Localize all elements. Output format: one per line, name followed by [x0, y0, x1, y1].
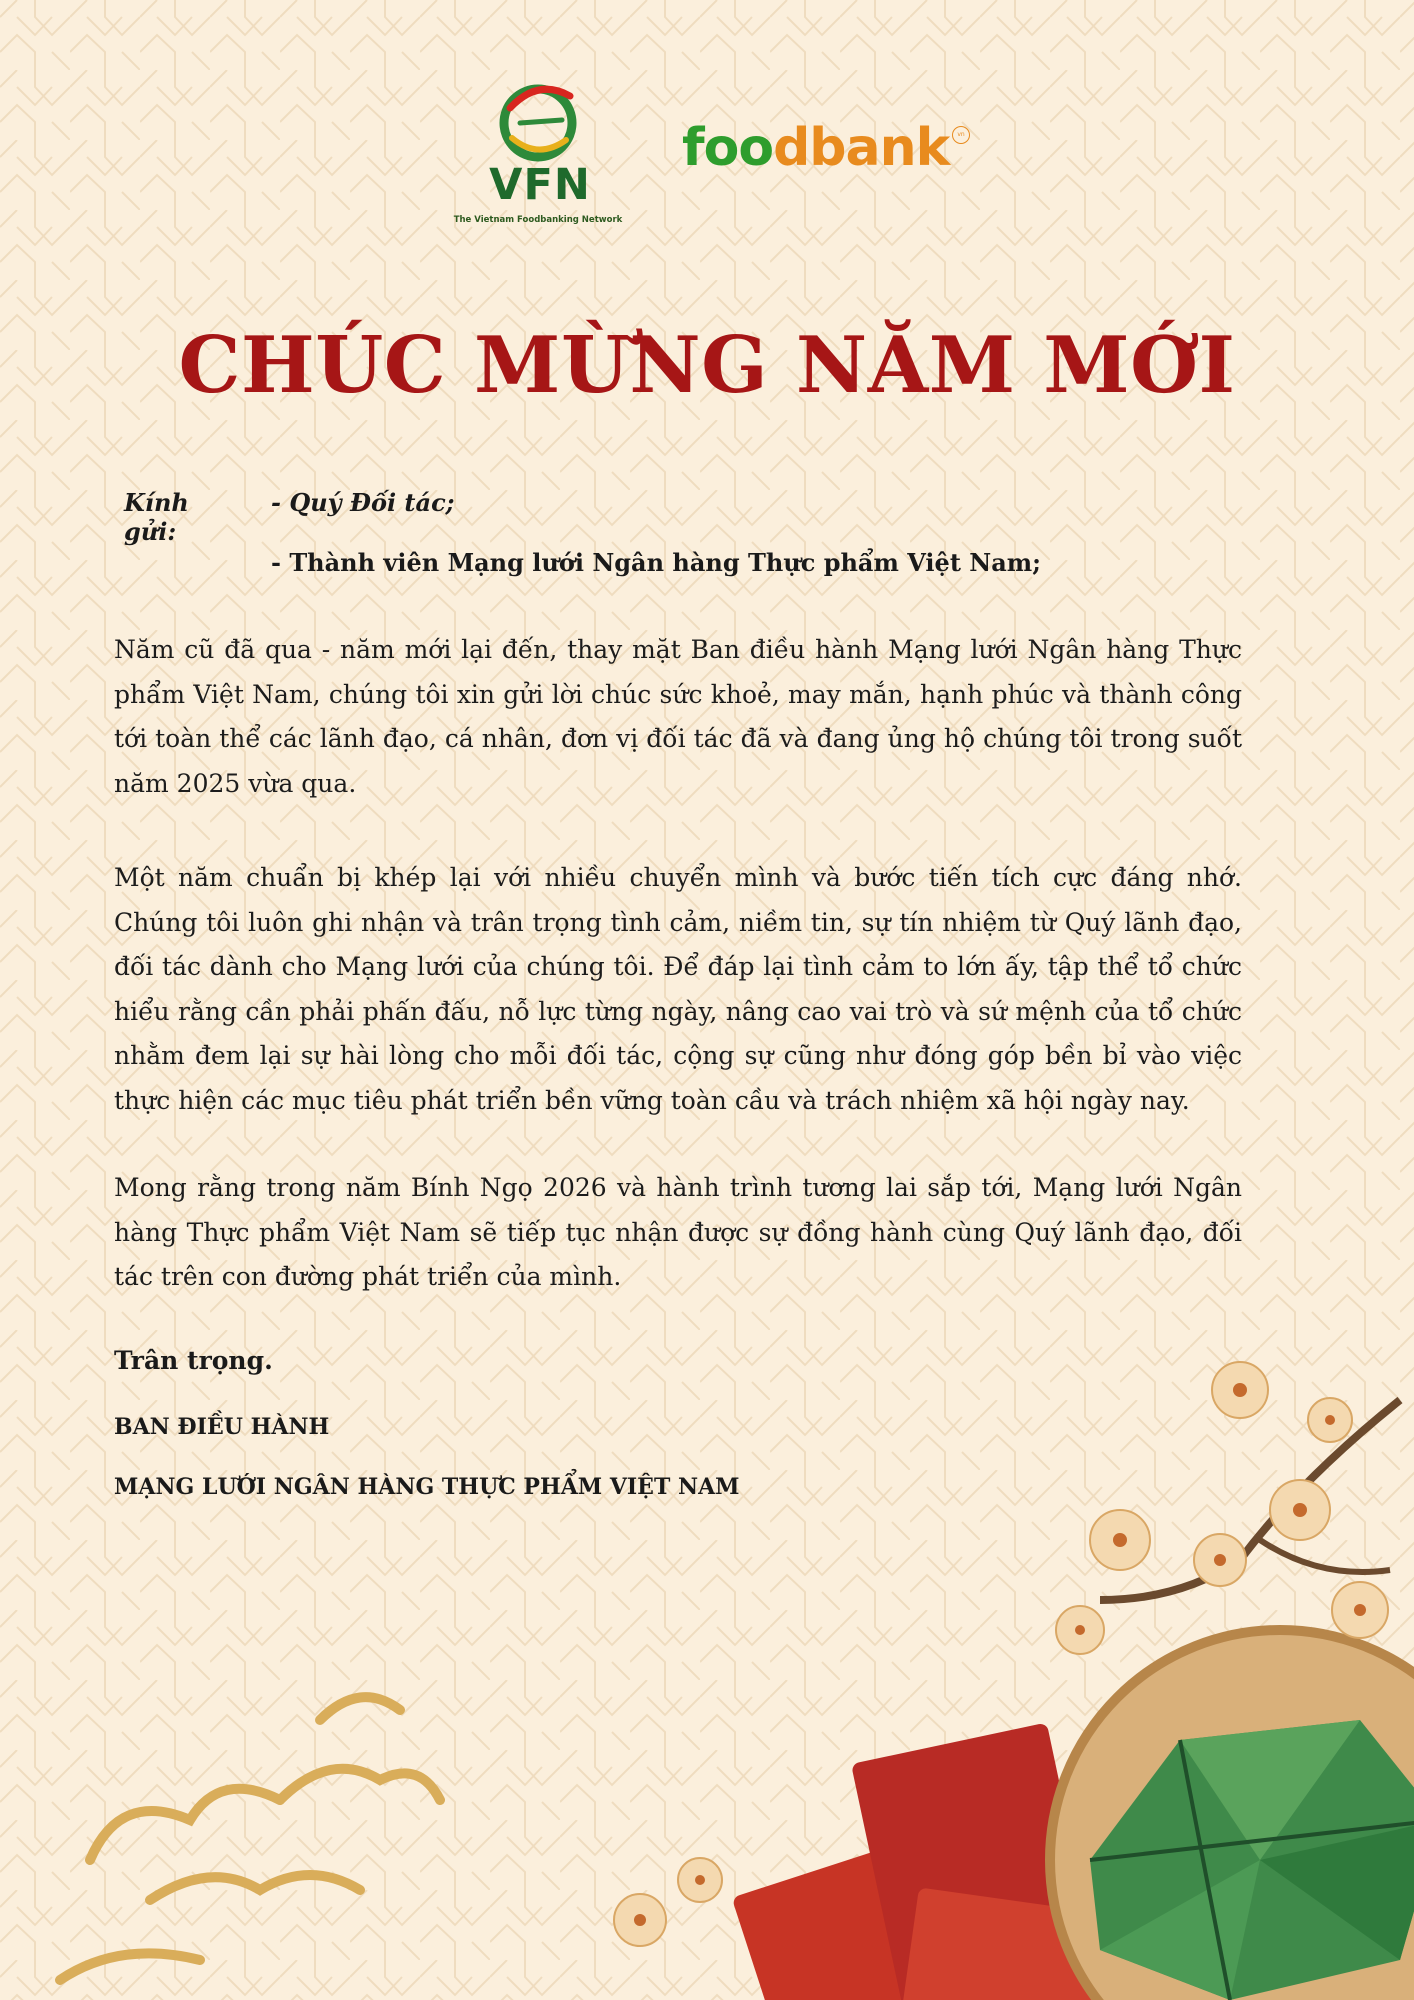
vfn-tagline: The Vietnam Foodbanking Network — [453, 215, 623, 225]
tet-decoration — [0, 1300, 1414, 2000]
signature-line-2: MẠNG LƯỚI NGÂN HÀNG THỰC PHẨM VIỆT NAM — [114, 1474, 740, 1500]
vfn-logo-text: VFN — [489, 160, 591, 210]
paragraph-2: Một năm chuẩn bị khép lại với nhiều chuyển mình và bước tiến tích cực đáng nhớ. Chúng tôi luôn ghi nhận và trân trọng tình cảm, niềm tin, sự tín nhiệm từ Quý lãnh đạo, đối tác dành cho Mạng lưới của chúng tôi. Để đáp lại tình cảm to lớn ấy, tập thể tổ chức hiểu rằng cần phải phấn đấu, nỗ lực từng ngày, nâng cao vai trò và sứ mệnh của tổ chức nhằm đem lại sự hài lòng cho mỗi đối tác, cộng sự cũng như đóng góp bền bỉ vào việc thực hiện các mục tiêu phát triển bền vững toàn cầu và trách nhiệm xã hội ngày nay. — [114, 863, 1242, 1115]
address-line-1: - Quý Đối tác; — [271, 488, 455, 517]
address-label: Kính gửi: — [124, 488, 189, 546]
signature-line-1: BAN ĐIỀU HÀNH — [114, 1414, 330, 1440]
gold-cloud-icon — [60, 1697, 440, 1980]
foodbank-logo — [682, 118, 949, 178]
logo-header — [0, 0, 1414, 240]
banh-chung-icon — [1050, 1630, 1414, 2000]
paragraph-3: Mong rằng trong năm Bính Ngọ 2026 và hành trình tương lai sắp tới, Mạng lưới Ngân hàng Thực phẩm Việt Nam sẽ tiếp tục nhận được sự đồng hành cùng Quý lãnh đạo, đối tác trên con đường phát triển của mình. — [114, 1173, 1242, 1291]
address-line-2: - Thành viên Mạng lưới Ngân hàng Thực phẩm Việt Nam; — [271, 548, 1042, 577]
closing-text: Trân trọng. — [114, 1346, 273, 1375]
foodbank-mark: vn — [952, 126, 970, 144]
foodbank-logo-green: foo — [682, 118, 774, 178]
page-title: CHÚC MỪNG NĂM MỚI — [178, 320, 1236, 411]
paragraph-1: Năm cũ đã qua - năm mới lại đến, thay mặt Ban điều hành Mạng lưới Ngân hàng Thực phẩm Việt Nam, chúng tôi xin gửi lời chúc sức khoẻ, may mắn, hạnh phúc và thành công tới toàn thể các lãnh đạo, cá nhân, đơn vị đối tác đã và đang ủng hộ chúng tôi trong suốt năm 2025 vừa qua. — [114, 635, 1242, 798]
foodbank-logo-orange: dbank — [773, 118, 950, 178]
